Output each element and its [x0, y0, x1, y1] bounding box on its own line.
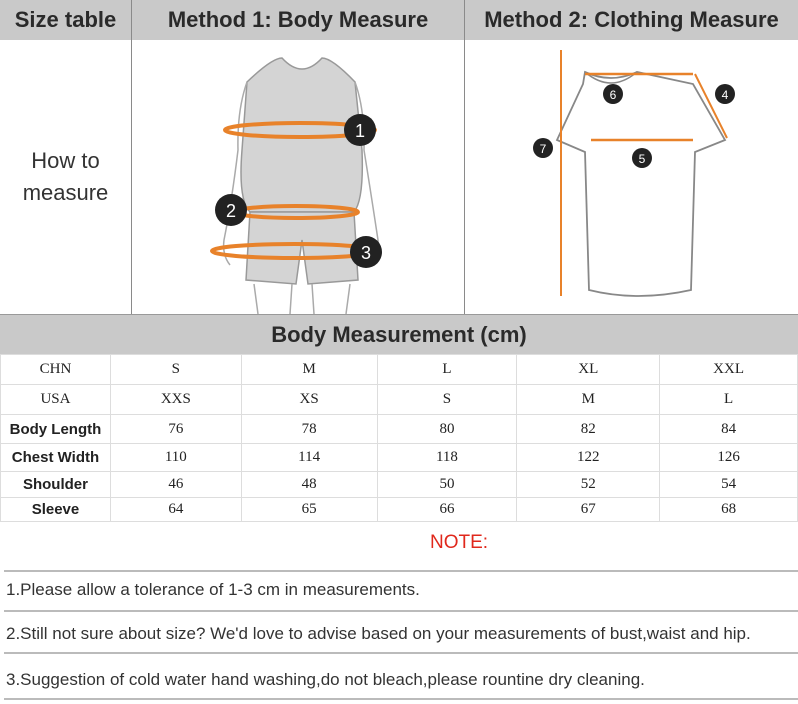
- row-label: USA: [1, 385, 111, 415]
- table-cell: 64: [110, 498, 241, 522]
- table-cell: XXS: [110, 385, 241, 415]
- table-cell: 126: [660, 444, 798, 472]
- marker-6: [603, 84, 623, 104]
- table-cell: M: [241, 355, 377, 385]
- table-cell: S: [110, 355, 241, 385]
- table-cell: XL: [517, 355, 660, 385]
- table-cell: 80: [377, 415, 517, 444]
- table-cell: 118: [377, 444, 517, 472]
- legs-outline: [254, 284, 350, 314]
- table-cell: L: [660, 385, 798, 415]
- table-cell: XXL: [660, 355, 798, 385]
- marker-5-text: 5: [638, 152, 646, 166]
- note-1: [4, 570, 798, 612]
- marker-7-text: 7: [539, 142, 547, 156]
- note-3: [4, 662, 798, 700]
- marker-6-text: 6: [609, 88, 617, 102]
- table-cell: XS: [241, 385, 377, 415]
- marker-5: [632, 148, 652, 168]
- table-cell: L: [377, 355, 517, 385]
- marker-7: [533, 138, 553, 158]
- method1-header: Method 1: Body Measure: [132, 0, 465, 40]
- marker-4: [715, 84, 735, 104]
- table-cell: 52: [517, 472, 660, 498]
- note-title: NOTE:: [429, 532, 489, 553]
- clothing-measure-illustration: [465, 40, 798, 314]
- table-row: [1, 415, 798, 444]
- size-table: [0, 354, 798, 522]
- shorts-shape: [246, 212, 358, 284]
- table-row: [1, 498, 798, 522]
- marker-4-text: 4: [721, 88, 729, 102]
- note-2-text: 2.Still not sure about size? We'd love to advise based on your measurements of bust,waist and hip.: [6, 624, 751, 643]
- method2-header: Method 2: Clothing Measure: [465, 0, 798, 40]
- table-row: [1, 444, 798, 472]
- table-cell: 54: [660, 472, 798, 498]
- table-cell: S: [377, 385, 517, 415]
- table-cell: 65: [241, 498, 377, 522]
- table-cell: 84: [660, 415, 798, 444]
- row-label: Shoulder: [1, 472, 111, 498]
- marker-1: [344, 114, 376, 146]
- marker-3: [350, 236, 382, 268]
- body-measure-illustration: [132, 40, 465, 314]
- how-to-line1: How to: [31, 148, 100, 173]
- how-to-measure-cell: [0, 40, 132, 314]
- table-row: [1, 385, 798, 415]
- marker-1-text: 1: [354, 121, 366, 141]
- tshirt-figure-svg: [465, 40, 798, 314]
- row-label: CHN: [1, 355, 111, 385]
- table-cell: 67: [517, 498, 660, 522]
- table-cell: 110: [110, 444, 241, 472]
- row-label: Chest Width: [1, 444, 111, 472]
- marker-3-text: 3: [360, 243, 372, 263]
- size-table-header: Size table: [0, 0, 132, 40]
- table-cell: 122: [517, 444, 660, 472]
- table-row: [1, 355, 798, 385]
- table-cell: 68: [660, 498, 798, 522]
- table-cell: 46: [110, 472, 241, 498]
- note-3-text: 3.Suggestion of cold water hand washing,do not bleach,please rountine dry cleaning.: [6, 670, 645, 689]
- table-cell: 50: [377, 472, 517, 498]
- row-label: Sleeve: [1, 498, 111, 522]
- marker-2-text: 2: [225, 201, 237, 221]
- body-figure-svg: [132, 40, 465, 314]
- body-measurement-title: Body Measurement (cm): [0, 314, 798, 354]
- table-cell: 48: [241, 472, 377, 498]
- table-cell: 114: [241, 444, 377, 472]
- how-to-line2: measure: [22, 180, 109, 205]
- size-table-body: [1, 355, 798, 522]
- table-cell: M: [517, 385, 660, 415]
- row-label: Body Length: [1, 415, 111, 444]
- table-cell: 66: [377, 498, 517, 522]
- table-cell: 76: [110, 415, 241, 444]
- note-1-text: 1.Please allow a tolerance of 1-3 cm in measurements.: [6, 580, 420, 599]
- marker-2: [215, 194, 247, 226]
- table-row: [1, 472, 798, 498]
- table-cell: 78: [241, 415, 377, 444]
- tshirt-shape: [557, 72, 725, 296]
- note-2: [4, 616, 798, 654]
- table-cell: 82: [517, 415, 660, 444]
